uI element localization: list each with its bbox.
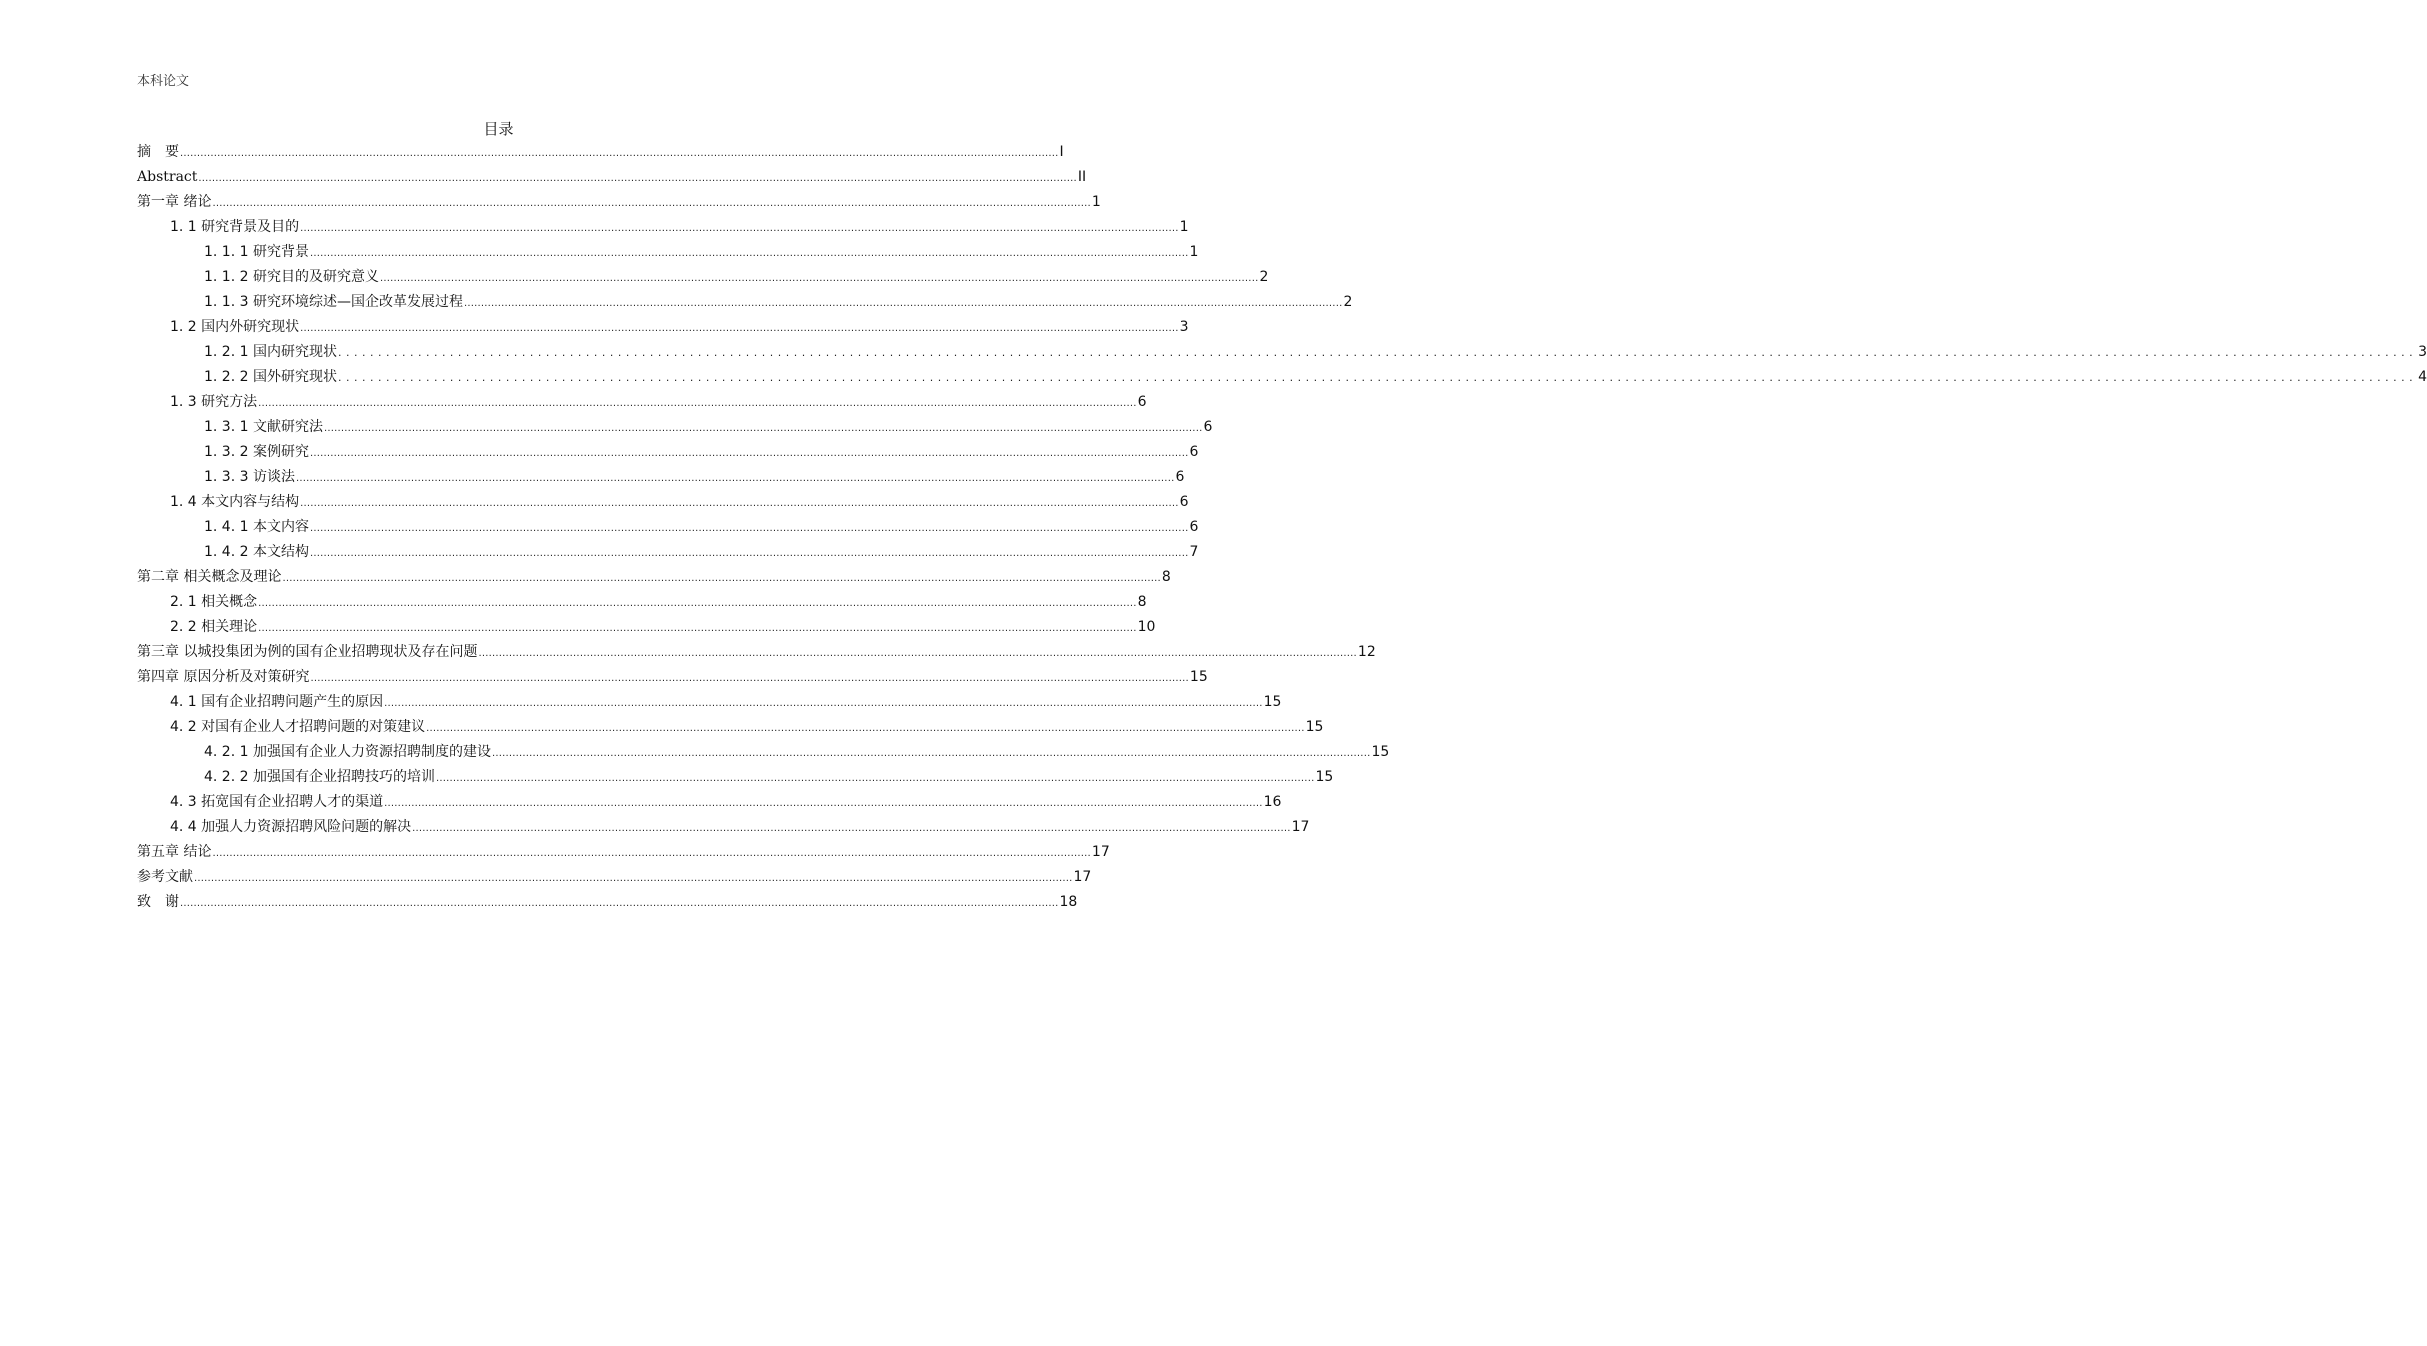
toc-entry-page: 15 xyxy=(1371,744,1390,760)
toc-entry[interactable] xyxy=(137,290,1353,315)
toc-entry-page: 1 xyxy=(1179,219,1189,235)
toc-entry[interactable] xyxy=(137,315,1189,340)
toc-entry[interactable] xyxy=(137,690,1282,715)
toc-entry-page: 1 xyxy=(1091,194,1101,210)
toc-entry[interactable] xyxy=(137,515,1199,540)
toc-entry[interactable] xyxy=(137,715,1324,740)
toc-entry-page: 4 xyxy=(2418,369,2427,385)
toc-dot-leader: .................................................................................................................................................................................................................................................................... xyxy=(435,773,1315,784)
toc-entry[interactable] xyxy=(137,615,1156,640)
table-of-contents xyxy=(137,140,2427,915)
toc-entry-page: 6 xyxy=(1189,444,1199,460)
toc-entry-title: 参考文献 xyxy=(137,869,193,885)
toc-entry[interactable] xyxy=(137,590,1147,615)
toc-entry-title: 第五章 结论 xyxy=(137,844,212,860)
toc-dot-leader: .................................................................................................................................................................................................................................................................... xyxy=(384,798,1263,809)
toc-entry[interactable] xyxy=(137,565,1171,590)
toc-entry-title: 4. 2. 1 加强国有企业人力资源招聘制度的建设 xyxy=(204,744,491,760)
toc-entry[interactable] xyxy=(137,140,1064,165)
toc-dot-leader: .................................................................................................................................................................................................................................................................... xyxy=(258,398,1137,409)
toc-dot-leader: .................................................................................................................................................................................................................................................................... xyxy=(491,748,1371,759)
toc-entry-title: 1. 3. 3 访谈法 xyxy=(204,469,295,485)
toc-entry[interactable] xyxy=(137,440,1199,465)
toc-dot-leader: .................................................................................................................................................................................................................................................................... xyxy=(282,573,1161,584)
toc-entry[interactable] xyxy=(137,665,1208,690)
toc-entry-page: 6 xyxy=(1179,494,1189,510)
toc-dot-leader: .................................................................................................................................................................................................................................................................... xyxy=(212,198,1091,209)
toc-entry-page: 16 xyxy=(1263,794,1282,810)
toc-entry-title: 1. 3. 2 案例研究 xyxy=(204,444,309,460)
toc-entry-page: 17 xyxy=(1073,869,1092,885)
toc-entry-title: 1. 1. 1 研究背景 xyxy=(204,244,309,260)
toc-dot-leader: .................................................................................................................................................................................................................................................................... xyxy=(295,473,1175,484)
toc-entry-title: 第二章 相关概念及理论 xyxy=(137,569,282,585)
toc-dot-leader: .................................................................................................................................................................................................................................................................... xyxy=(180,898,1059,909)
toc-entry-page: 15 xyxy=(1263,694,1282,710)
toc-dot-leader: .................................................................................................................................................................................................................................................................... xyxy=(258,598,1137,609)
toc-entry[interactable] xyxy=(137,415,1213,440)
toc-entry-page: 15 xyxy=(1305,719,1324,735)
toc-entry-title: Abstract xyxy=(137,169,198,185)
toc-dot-leader: .................................................................................................................................................................................................................................................................... xyxy=(194,873,1073,884)
toc-dot-leader: .................................................................................................................................................................................................................................................................... xyxy=(337,346,2418,359)
toc-entry-title: 1. 4. 2 本文结构 xyxy=(204,544,309,560)
toc-entry-page: 18 xyxy=(1059,894,1078,910)
toc-entry[interactable] xyxy=(137,390,1147,415)
toc-entry-title: 摘 要 xyxy=(137,144,179,160)
toc-entry[interactable] xyxy=(137,740,1390,765)
toc-entry-title: 4. 4 加强人力资源招聘风险问题的解决 xyxy=(170,819,412,835)
toc-entry-title: 第三章 以城投集团为例的国有企业招聘现状及存在问题 xyxy=(137,644,478,660)
toc-entry-title: 第一章 绪论 xyxy=(137,194,212,210)
toc-entry-title: 1. 2. 1 国内研究现状 xyxy=(204,344,337,360)
toc-dot-leader: .................................................................................................................................................................................................................................................................... xyxy=(478,648,1357,659)
toc-entry[interactable] xyxy=(137,815,1310,840)
toc-dot-leader: .................................................................................................................................................................................................................................................................... xyxy=(300,223,1179,234)
toc-entry-page: 3 xyxy=(2418,344,2427,360)
toc-entry[interactable] xyxy=(137,165,1087,190)
toc-entry-page: I xyxy=(1059,144,1064,160)
toc-entry[interactable] xyxy=(137,765,1334,790)
toc-entry[interactable] xyxy=(137,865,1092,890)
toc-entry-page: 15 xyxy=(1315,769,1334,785)
toc-entry[interactable] xyxy=(137,790,1282,815)
toc-entry-title: 2. 1 相关概念 xyxy=(170,594,258,610)
toc-dot-leader: .................................................................................................................................................................................................................................................................... xyxy=(379,273,1259,284)
toc-dot-leader: .................................................................................................................................................................................................................................................................... xyxy=(384,698,1263,709)
toc-dot-leader: .................................................................................................................................................................................................................................................................... xyxy=(212,848,1091,859)
toc-entry-page: 6 xyxy=(1137,394,1147,410)
toc-entry-page: 8 xyxy=(1161,569,1171,585)
toc-entry[interactable] xyxy=(137,540,1199,565)
toc-dot-leader: .................................................................................................................................................................................................................................................................... xyxy=(309,248,1189,259)
toc-entry-title: 1. 1. 3 研究环境综述—国企改革发展过程 xyxy=(204,294,463,310)
toc-dot-leader: .................................................................................................................................................................................................................................................................... xyxy=(180,148,1059,159)
toc-entry-title: 1. 1. 2 研究目的及研究意义 xyxy=(204,269,379,285)
toc-entry[interactable] xyxy=(137,640,1376,665)
toc-entry-page: 15 xyxy=(1189,669,1208,685)
toc-title: 目录 xyxy=(483,120,514,138)
toc-entry-page: 2 xyxy=(1343,294,1353,310)
toc-entry-title: 1. 3 研究方法 xyxy=(170,394,258,410)
toc-entry-title: 4. 1 国有企业招聘问题产生的原因 xyxy=(170,694,384,710)
toc-entry[interactable] xyxy=(137,365,2427,390)
toc-entry-title: 1. 1 研究背景及目的 xyxy=(170,219,300,235)
toc-entry[interactable] xyxy=(137,215,1189,240)
toc-entry-page: 17 xyxy=(1291,819,1310,835)
toc-entry-title: 4. 2. 2 加强国有企业招聘技巧的培训 xyxy=(204,769,435,785)
toc-dot-leader: .................................................................................................................................................................................................................................................................... xyxy=(337,371,2418,384)
toc-entry-page: 12 xyxy=(1357,644,1376,660)
toc-entry-title: 4. 3 拓宽国有企业招聘人才的渠道 xyxy=(170,794,384,810)
toc-entry[interactable] xyxy=(137,340,2427,365)
toc-entry-page: 3 xyxy=(1179,319,1189,335)
toc-entry-page: 6 xyxy=(1175,469,1185,485)
toc-entry-title: 1. 2 国内外研究现状 xyxy=(170,319,300,335)
toc-entry-title: 1. 4 本文内容与结构 xyxy=(170,494,300,510)
toc-entry[interactable] xyxy=(137,240,1199,265)
toc-dot-leader: .................................................................................................................................................................................................................................................................... xyxy=(309,523,1189,534)
toc-dot-leader: .................................................................................................................................................................................................................................................................... xyxy=(323,423,1203,434)
toc-dot-leader: .................................................................................................................................................................................................................................................................... xyxy=(412,823,1291,834)
toc-entry[interactable] xyxy=(137,190,1101,215)
toc-dot-leader: .................................................................................................................................................................................................................................................................... xyxy=(300,498,1179,509)
toc-entry-page: 10 xyxy=(1137,619,1156,635)
toc-entry-page: 2 xyxy=(1259,269,1269,285)
toc-entry-page: 17 xyxy=(1091,844,1110,860)
toc-entry-title: 1. 4. 1 本文内容 xyxy=(204,519,309,535)
toc-entry[interactable] xyxy=(137,490,1189,515)
toc-entry-page: 6 xyxy=(1189,519,1199,535)
toc-dot-leader: .................................................................................................................................................................................................................................................................... xyxy=(309,448,1189,459)
toc-dot-leader: .................................................................................................................................................................................................................................................................... xyxy=(463,298,1343,309)
toc-dot-leader: .................................................................................................................................................................................................................................................................... xyxy=(258,623,1137,634)
toc-entry-title: 致 谢 xyxy=(137,894,179,910)
toc-entry[interactable] xyxy=(137,465,1185,490)
toc-dot-leader: .................................................................................................................................................................................................................................................................... xyxy=(300,323,1179,334)
toc-entry-page: 8 xyxy=(1137,594,1147,610)
running-header: 本科论文 xyxy=(137,74,190,89)
toc-entry-title: 4. 2 对国有企业人才招聘问题的对策建议 xyxy=(170,719,426,735)
toc-dot-leader: .................................................................................................................................................................................................................................................................... xyxy=(309,548,1189,559)
toc-dot-leader: .................................................................................................................................................................................................................................................................... xyxy=(198,173,1077,184)
toc-dot-leader: .................................................................................................................................................................................................................................................................... xyxy=(426,723,1305,734)
toc-entry[interactable] xyxy=(137,265,1269,290)
toc-entry-page: 7 xyxy=(1189,544,1199,560)
toc-entry-title: 第四章 原因分析及对策研究 xyxy=(137,669,310,685)
toc-dot-leader: .................................................................................................................................................................................................................................................................... xyxy=(310,673,1189,684)
toc-entry-title: 1. 2. 2 国外研究现状 xyxy=(204,369,337,385)
toc-entry-page: 1 xyxy=(1189,244,1199,260)
toc-entry[interactable] xyxy=(137,890,1078,915)
toc-entry-page: 6 xyxy=(1203,419,1213,435)
toc-entry[interactable] xyxy=(137,840,1110,865)
toc-entry-page: II xyxy=(1077,169,1087,185)
toc-entry-title: 2. 2 相关理论 xyxy=(170,619,258,635)
toc-entry-title: 1. 3. 1 文献研究法 xyxy=(204,419,323,435)
